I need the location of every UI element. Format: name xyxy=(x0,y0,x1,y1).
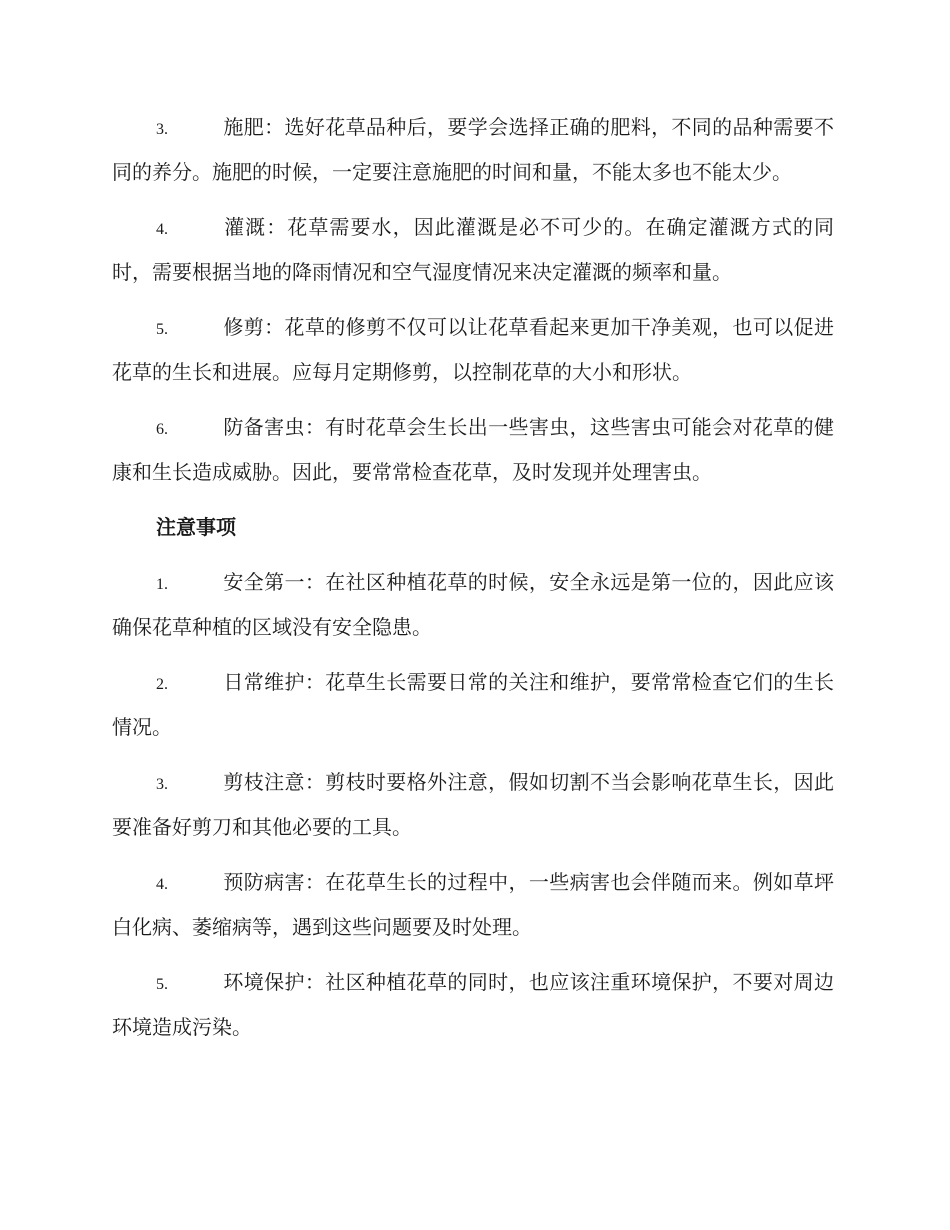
list-number: 3. xyxy=(156,776,168,793)
list-number: 2. xyxy=(156,676,168,693)
list-item xyxy=(112,306,834,393)
list-text: 环境保护：社区种植花草的同时，也应该注重环境保护，不要对周边环境造成污染。 xyxy=(112,970,834,1039)
list-text: 安全第一：在社区种植花草的时候，安全永远是第一位的，因此应该确保花草种植的区域没有安全隐患。 xyxy=(112,570,834,639)
list-text: 剪枝注意：剪枝时要格外注意，假如切割不当会影响花草生长，因此要准备好剪刀和其他必要的工具。 xyxy=(112,770,834,839)
document-body xyxy=(112,106,834,1061)
list-item xyxy=(112,661,834,748)
list-text: 灌溉：花草需要水，因此灌溉是必不可少的。在确定灌溉方式的同时，需要根据当地的降雨情况和空气湿度情况来决定灌溉的频率和量。 xyxy=(112,215,834,284)
list-text: 修剪：花草的修剪不仅可以让花草看起来更加干净美观，也可以促进花草的生长和进展。应每月定期修剪，以控制花草的大小和形状。 xyxy=(112,315,834,384)
list-item xyxy=(112,106,834,193)
list-item xyxy=(112,861,834,948)
list-number: 5. xyxy=(156,321,168,338)
list-item xyxy=(112,406,834,493)
list-item xyxy=(112,761,834,848)
list-text: 防备害虫：有时花草会生长出一些害虫，这些害虫可能会对花草的健康和生长造成威胁。因此，要常常检查花草，及时发现并处理害虫。 xyxy=(112,415,834,484)
list-number: 4. xyxy=(156,876,168,893)
list-text: 日常维护：花草生长需要日常的关注和维护，要常常检查它们的生长情况。 xyxy=(112,670,834,739)
section-heading: 注意事项 xyxy=(156,515,236,539)
list-number: 5. xyxy=(156,976,168,993)
list-item xyxy=(112,961,834,1048)
list-text: 预防病害：在花草生长的过程中，一些病害也会伴随而来。例如草坪白化病、萎缩病等，遇到这些问题要及时处理。 xyxy=(112,870,834,939)
list-number: 1. xyxy=(156,576,168,593)
list-item xyxy=(112,561,834,648)
list-number: 6. xyxy=(156,421,168,438)
list-text: 施肥：选好花草品种后，要学会选择正确的肥料，不同的品种需要不同的养分。施肥的时候，一定要注意施肥的时间和量，不能太多也不能太少。 xyxy=(112,115,834,184)
list-number: 3. xyxy=(156,121,168,138)
list-item xyxy=(112,206,834,293)
list-number: 4. xyxy=(156,221,168,238)
